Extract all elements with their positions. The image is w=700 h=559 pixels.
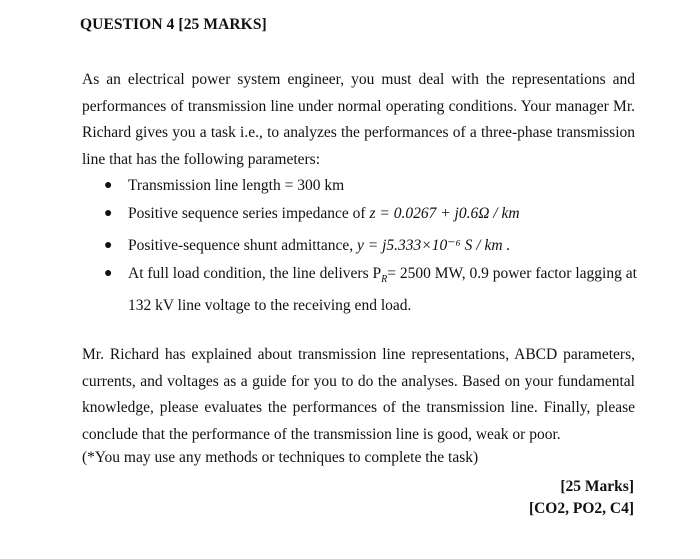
load-subscript: R	[381, 274, 388, 286]
length-text: Transmission line length = 300 km	[128, 177, 345, 194]
intro-paragraph: As an electrical power system engineer, you must deal with the representations and performances of transmission line under normal operating conditions. Your manager Mr. Richard gives you a task i.e., to analyzes the performances of a three-phase transmission line that has the following parameters:	[82, 71, 635, 168]
load-text-line2: 132 kV line voltage to the receiving end load.	[128, 297, 412, 315]
bullet-icon: ●	[104, 238, 113, 253]
marks-text: [25 Marks]	[560, 478, 634, 495]
admittance-formula: y = j5.333×10⁻⁶ S / km .	[357, 237, 511, 254]
question-title: QUESTION 4 [25 MARKS]	[80, 16, 267, 33]
load-text-rest: = 2500 MW, 0.9 power factor lagging at	[387, 265, 637, 282]
admittance-line	[128, 233, 638, 259]
impedance-formula: z = 0.0267 + j0.6Ω / km	[369, 205, 520, 222]
body-paragraph: Mr. Richard has explained about transmission line representations, ABCD parameters, currents, and voltages as a guide for you to do the analyses. Based on your fundamental knowledge, please evaluates the performances of the transmission line. Finally, please conclude that the performance of the transmission line is good, weak or poor.	[82, 346, 635, 443]
load-text-start: At full load condition, the line delivers P	[128, 265, 382, 282]
admittance-label: Positive-sequence shunt admittance,	[128, 237, 357, 254]
impedance-line	[128, 201, 638, 227]
bullet-icon: ●	[104, 178, 113, 193]
outcomes-text: [CO2, PO2, C4]	[528, 500, 634, 517]
bullet-icon: ●	[104, 206, 113, 221]
marks-block	[529, 476, 634, 520]
note-text: (*You may use any methods or techniques to complete the task)	[82, 449, 479, 466]
load-line	[128, 261, 638, 319]
impedance-label: Positive sequence series impedance of	[128, 205, 370, 222]
bullet-icon: ●	[104, 266, 113, 281]
